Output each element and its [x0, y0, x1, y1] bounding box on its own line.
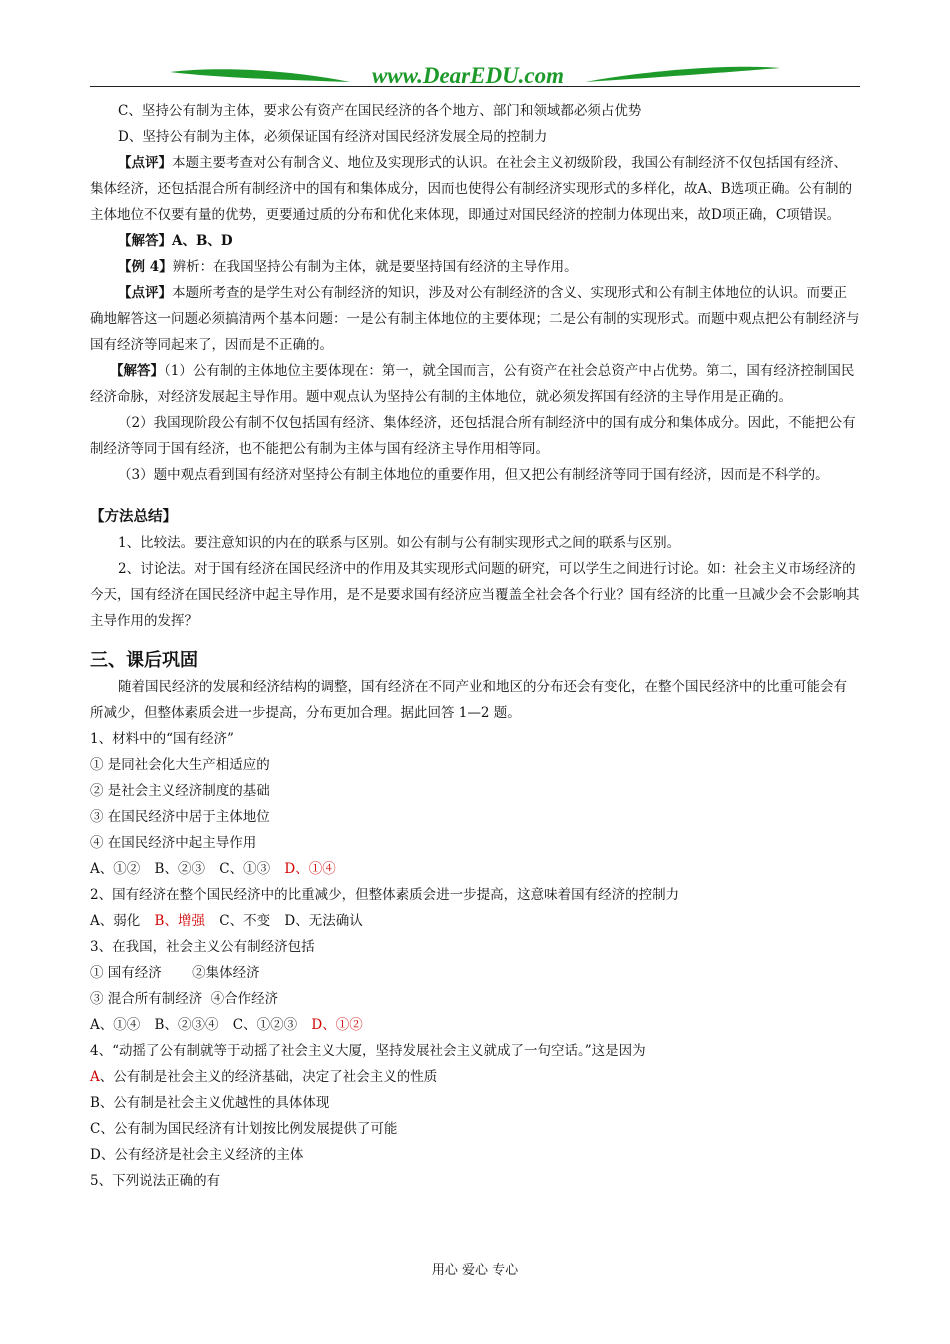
section-3-title: 三、课后巩固: [90, 650, 198, 671]
example-text: 辨析：在我国坚持公有制为主体，就是要坚持国有经济的主导作用。: [172, 259, 578, 275]
q4-option-d: D、公有经济是社会主义经济的主体: [90, 1147, 304, 1163]
q3-item-3: ③ 混合所有制经济: [90, 991, 203, 1007]
q1-item-1: ① 是同社会化大生产相适应的: [90, 757, 270, 773]
comment-text: 本题主要考查对公有制含义、地位及实现形式的认识。在社会主义初级阶段，我国公有制经济不仅包括国有经济、集体经济，还包括混合所有制经济中的国有和集体成分，因而也使得公有制经济实现形式的多样化，故A、B选项正确。公有制的主体地位不仅要有量的优势，更要通过质的分布和优化来体现，即通过对国民经济的控制力体现出来，故D项正确，C项错误。: [90, 155, 853, 223]
q2-option-c: C、不变: [219, 913, 271, 929]
q1-option-c: C、①③: [219, 861, 271, 877]
q2-option-b: B、增强: [154, 913, 205, 929]
q3-option-a: A、①④: [90, 1017, 141, 1033]
answer-2-p2: （2）我国现阶段公有制不仅包括国有经济、集体经济，还包括混合所有制经济中的国有成分和集体成分。因此，不能把公有制经济等同于国有经济，也不能把公有制为主体与国有经济主导作用相等同。: [90, 415, 856, 457]
header-rule: [90, 86, 860, 87]
q1-option-d: D、①④: [284, 861, 336, 877]
q4-option-a-letter: A: [90, 1069, 100, 1085]
q1-options: [90, 856, 860, 882]
q4-option-a: [90, 1064, 860, 1090]
answer-tag: 【解答】: [110, 363, 164, 379]
example-tag: 【例 4】: [118, 259, 173, 275]
q3-item-2: ②集体经济: [192, 965, 260, 981]
q1-item-2: ② 是社会主义经济制度的基础: [90, 783, 270, 799]
answer-text: A、B、D: [172, 233, 233, 249]
q4-option-b: B、公有制是社会主义优越性的具体体现: [90, 1095, 330, 1111]
example-4: [90, 254, 860, 280]
q2-options: [90, 908, 860, 934]
answer-text: （1）公有制的主体地位主要体现在：第一，就全国而言，公有资产在社会总资产中占优势。第二，国有经济控制国民经济命脉，对经济发展起主导作用。题中观点认为坚持公有制的主体地位，就必须发挥国有经济的主导作用是正确的。: [90, 363, 855, 405]
q3-option-b: B、②③④: [154, 1017, 219, 1033]
comment-text: 本题所考查的是学生对公有制经济的知识，涉及对公有制经济的含义、实现形式和公有制主体地位的认识。而要正确地解答这一问题必须搞清两个基本问题：一是公有制主体地位的主要体现；二是公有制的实现形式。而题中观点把公有制经济与国有经济等同起来了，因而是不正确的。: [90, 285, 860, 353]
answer-1: [90, 228, 860, 254]
q2-option-d: D、无法确认: [284, 913, 363, 929]
question-4: 4、“动摇了公有制就等于动摇了社会主义大厦，坚持发展社会主义就成了一句空话。”这是因为: [90, 1043, 646, 1059]
q3-item-4: ④合作经济: [210, 991, 279, 1007]
question-5: 5、下列说法正确的有: [90, 1173, 221, 1189]
method-p2: 2、讨论法。对于国有经济在国民经济中的作用及其实现形式问题的研究，可以学生之间进行讨论。如：社会主义市场经济的今天，国有经济在国民经济中起主导作用，是不是要求国有经济应当覆盖全社会各个行业？国有经济的比重一旦减少会不会影响其主导作用的发挥？: [90, 561, 860, 629]
page-footer: 用心 爱心 专心: [431, 1263, 519, 1278]
q3-row-1: [90, 960, 860, 986]
q3-row-2: [90, 986, 860, 1012]
q3-option-d: D、①②: [311, 1017, 363, 1033]
comment-1: [90, 150, 860, 228]
method-p1: 1、比较法。要注意知识的内在的联系与区别。如公有制与公有制实现形式之间的联系与区别。: [118, 535, 681, 551]
option-d: D、坚持公有制为主体，必须保证国有经济对国民经济发展全局的控制力: [118, 129, 548, 145]
answer-tag: 【解答】: [118, 233, 172, 249]
comment-2: [90, 280, 860, 358]
q1-item-3: ③ 在国民经济中居于主体地位: [90, 809, 270, 825]
q1-option-b: B、②③: [154, 861, 205, 877]
question-2: 2、国有经济在整个国民经济中的比重减少，但整体素质会进一步提高，这意味着国有经济的控制力: [90, 887, 680, 903]
q1-option-a: A、①②: [90, 861, 141, 877]
q3-options: [90, 1012, 860, 1038]
comment-tag: 【点评】: [118, 285, 172, 301]
answer-2-p1: [90, 358, 860, 410]
q4-option-c: C、公有制为国民经济有计划按比例发展提供了可能: [90, 1121, 398, 1137]
q4-option-a-text: 、公有制是社会主义的经济基础，决定了社会主义的性质: [99, 1069, 438, 1085]
question-1: 1、材料中的“国有经济”: [90, 731, 234, 747]
method-title: 【方法总结】: [90, 508, 177, 525]
logo-swoosh-right: [585, 67, 780, 82]
section-3-intro: 随着国民经济的发展和经济结构的调整，国有经济在不同产业和地区的分布还会有变化，在整个国民经济中的比重可能会有所减少，但整体素质会进一步提高，分布更加合理。据此回答 1—2 题。: [90, 679, 847, 721]
logo-swoosh-left: [170, 69, 350, 82]
answer-2-p3: （3）题中观点看到国有经济对坚持公有制主体地位的重要作用，但又把公有制经济等同于国有经济，因而是不科学的。: [118, 467, 829, 483]
q2-option-a: A、弱化: [90, 913, 141, 929]
option-c: C、坚持公有制为主体，要求公有资产在国民经济的各个地方、部门和领域都必须占优势: [118, 103, 642, 119]
q3-item-1: ① 国有经济: [90, 965, 162, 981]
q1-item-4: ④ 在国民经济中起主导作用: [90, 835, 257, 851]
question-3: 3、在我国，社会主义公有制经济包括: [90, 939, 315, 955]
logo-text: www.DearEDU.com: [371, 63, 565, 88]
q3-option-c: C、①②③: [232, 1017, 298, 1033]
comment-tag: 【点评】: [118, 155, 172, 171]
document-body: [90, 98, 860, 1194]
